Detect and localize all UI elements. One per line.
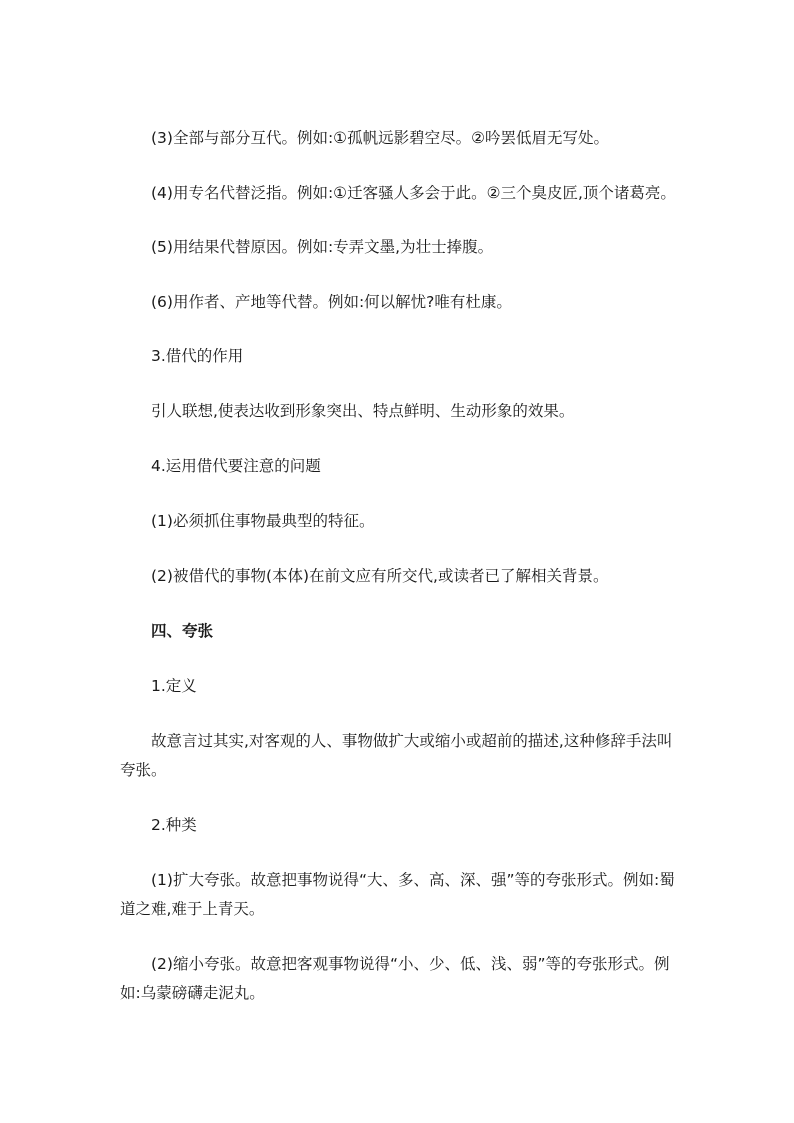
paragraph-caution-context: (2)被借代的事物(本体)在前文应有所交代,或读者已了解相关背景。 [151, 567, 609, 585]
paragraph-hyperbole-definition: 故意言过其实,对客观的人、事物做扩大或缩小或超前的描述,这种修辞手法叫夸张。 [120, 732, 673, 779]
subheading-hyperbole-types: 2.种类 [151, 816, 197, 834]
paragraph-metonymy-effect: 引人联想,使表达收到形象突出、特点鲜明、生动形象的效果。 [151, 402, 575, 420]
subheading-metonymy-cautions: 4.运用借代要注意的问题 [151, 457, 321, 475]
section-heading-hyperbole: 四、夸张 [151, 622, 214, 640]
subheading-metonymy-function: 3.借代的作用 [151, 347, 244, 365]
paragraph-metonymy-author-origin: (6)用作者、产地等代替。例如:何以解忧?唯有杜康。 [151, 293, 512, 311]
paragraph-caution-typical-feature: (1)必须抓住事物最典型的特征。 [151, 512, 375, 530]
paragraph-hyperbole-enlarge: (1)扩大夸张。故意把事物说得“大、多、高、深、强”等的夸张形式。例如:蜀道之难,难于上青天。 [120, 871, 675, 918]
paragraph-hyperbole-reduce: (2)缩小夸张。故意把客观事物说得“小、少、低、浅、弱”等的夸张形式。例如:乌蒙磅礴走泥丸。 [120, 955, 670, 1002]
paragraph-metonymy-part-whole: (3)全部与部分互代。例如:①孤帆远影碧空尽。②吟罢低眉无写处。 [151, 129, 609, 147]
paragraph-metonymy-result-cause: (5)用结果代替原因。例如:专弄文墨,为壮士捧腹。 [151, 238, 494, 256]
paragraph-metonymy-proper-name: (4)用专名代替泛指。例如:①迁客骚人多会于此。②三个臭皮匠,顶个诸葛亮。 [151, 184, 676, 202]
subheading-hyperbole-definition: 1.定义 [151, 677, 197, 695]
